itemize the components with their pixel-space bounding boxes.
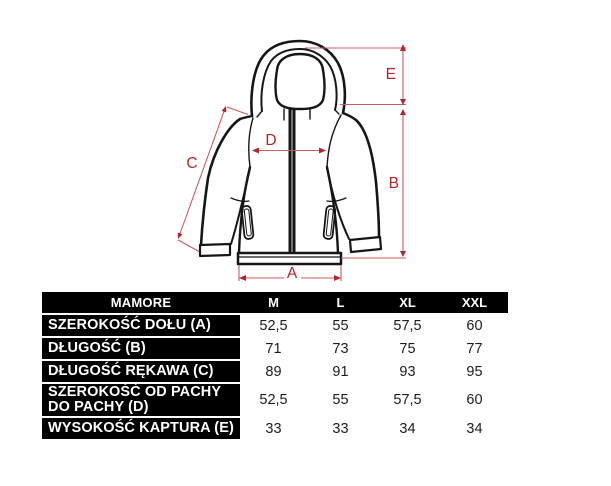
cell-value: 33 [332,420,349,437]
elbow-seam-left [231,198,249,201]
table-row-sleeve-length [42,361,508,382]
cell-value: 91 [332,363,349,380]
cell-value: 93 [399,363,416,380]
cuff-right [350,237,381,252]
hood-face-opening [276,54,325,109]
size-column-xxl: XXL [461,295,488,310]
row-label: WYSOKOŚĆ KAPTURA (E) [42,418,240,439]
shoulder-right [343,113,356,120]
table-row-length [42,338,508,359]
cell-value: 57,5 [393,392,422,408]
brand-name: MAMORE [110,295,172,310]
arrow-d-left [252,148,259,154]
table-row-bottom-width [42,315,508,336]
size-table [42,292,508,441]
elbow-seam-right [327,198,346,201]
row-label: SZEROKOŚĆ DOŁU (A) [42,315,240,336]
cell-value: 34 [466,420,483,437]
dim-label-b: B [388,175,399,192]
table-row-pit-to-pit [42,384,508,416]
arrow-a-left [239,275,246,281]
size-column-m: M [268,295,279,310]
cell-value: 71 [265,340,282,357]
raglan-seam-right [327,115,341,167]
arrow-c-bottom [178,233,183,240]
cuff-left [200,244,230,256]
cell-value: 95 [466,363,483,380]
row-label: DŁUGOŚĆ (B) [42,338,240,359]
cell-value: 55 [332,317,349,334]
cell-value: 55 [332,392,349,408]
dim-label-e: E [385,66,396,83]
hood-outer-outline [251,41,344,116]
arrow-d-right [319,148,326,154]
arrow-b-down [400,251,406,257]
row-label: SZEROKOŚĆ OD PACHY DO PACHY (D) [42,384,240,416]
cell-value: 52,5 [259,392,288,408]
cell-value: 60 [466,317,483,334]
arrow-c-top [222,106,227,113]
cell-value: 73 [332,340,349,357]
sleeve-left-outer [201,119,240,245]
row-label: DŁUGOŚĆ RĘKAWA (C) [42,361,240,382]
cell-value: 77 [466,340,483,357]
size-column-xl: XL [399,295,416,310]
arrow-a-right [334,275,341,281]
cell-value: 33 [265,420,282,437]
cell-value: 89 [265,363,282,380]
dim-label-a: A [286,265,298,282]
dim-c-lines [178,107,248,252]
cell-value: 52,5 [259,317,288,334]
raglan-seam-left [249,118,253,167]
cell-value: 75 [399,340,416,357]
dim-label-c: C [186,155,198,172]
table-row-hood-height [42,418,508,439]
hem-band [238,253,341,264]
cell-value: 34 [399,420,416,437]
sleeve-right-outer [356,120,379,237]
cell-value: 60 [466,392,483,408]
collar-lines [257,109,339,120]
shoulder-left [240,116,252,119]
size-column-l: L [336,295,345,310]
cell-value: 57,5 [393,317,422,334]
arrow-b-up [400,109,406,115]
size-table-header [42,292,508,313]
dim-label-d: D [265,132,277,149]
zipper [289,108,296,254]
